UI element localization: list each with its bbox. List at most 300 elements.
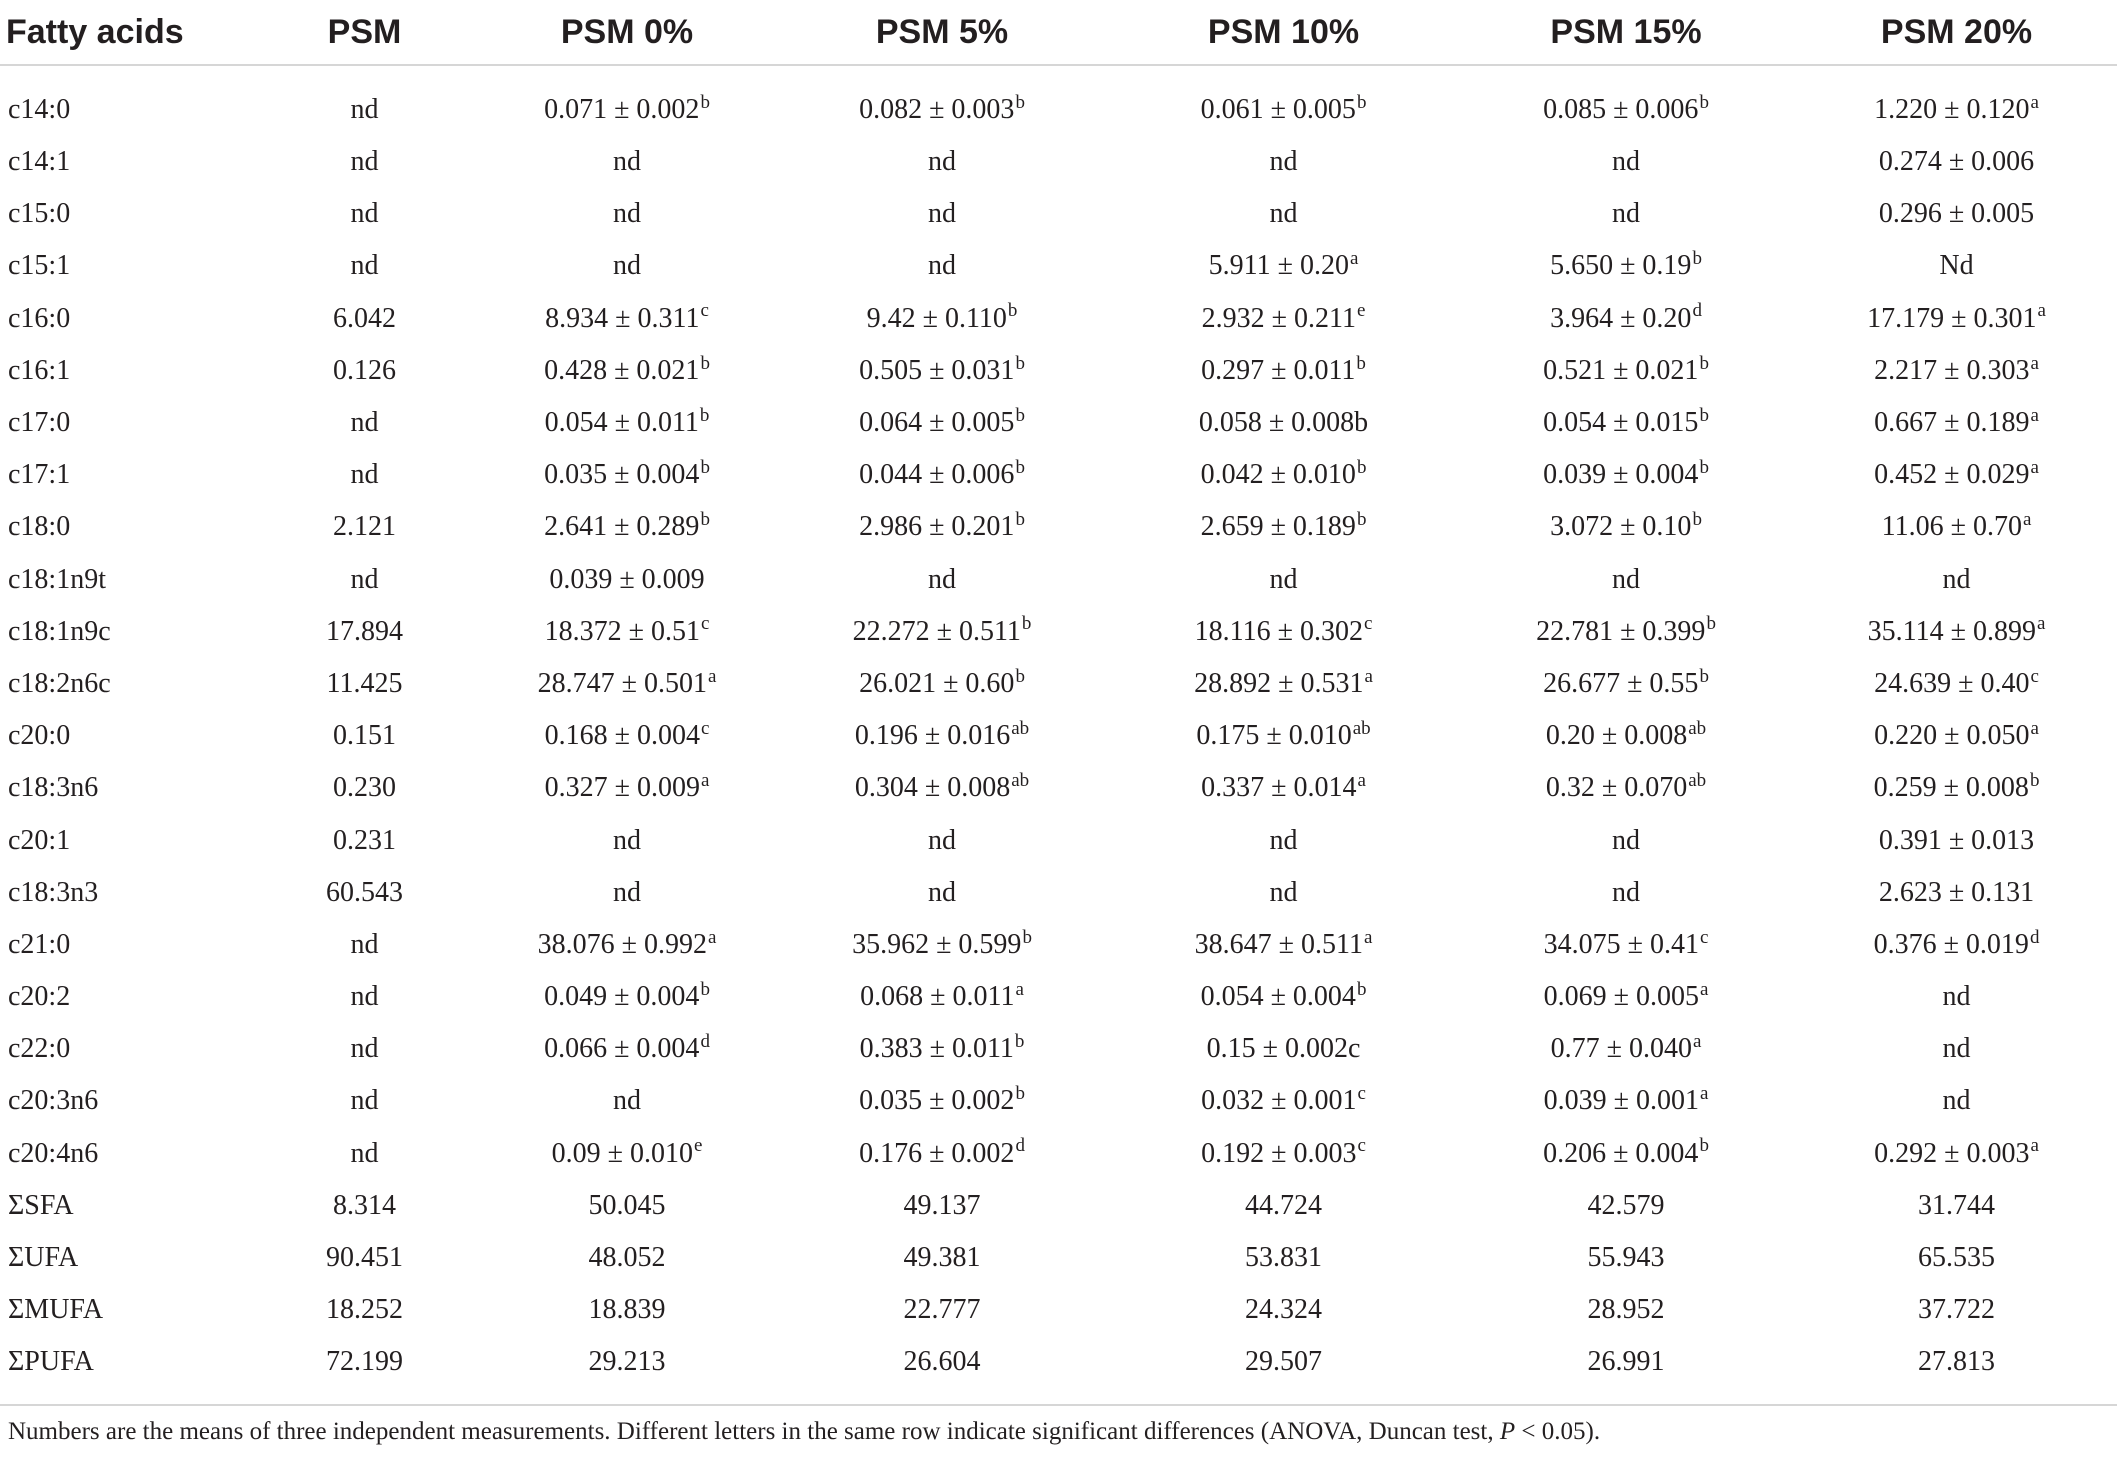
significance-letter: a (2030, 717, 2039, 739)
table-row (0, 971, 2117, 1023)
table-cell (773, 1128, 1111, 1180)
significance-letter: b (1015, 509, 1025, 531)
table-cell (481, 1336, 773, 1388)
table-cell (1796, 919, 2117, 971)
significance-letter: a (1015, 978, 1024, 1000)
significance-letter: a (1699, 1083, 1709, 1105)
cell-value: nd (350, 1033, 379, 1065)
cell-value: 0.297 ± 0.011 (1201, 354, 1356, 386)
table-cell (481, 971, 773, 1023)
table-cell (1456, 814, 1796, 866)
cell-value: 0.296 ± 0.005 (1878, 198, 2035, 230)
table-cell (773, 1336, 1111, 1388)
table-cell (1796, 1232, 2117, 1284)
table-cell (773, 814, 1111, 866)
table-cell (773, 345, 1111, 397)
table-row (0, 1023, 2117, 1075)
table-cell (1111, 1232, 1456, 1284)
cell-value: 35.962 ± 0.599 (852, 928, 1022, 960)
row-label: c15:0 (8, 198, 71, 230)
significance-letter: a (1357, 770, 1366, 792)
significance-letter: b (1015, 352, 1025, 374)
row-label: c20:2 (8, 981, 71, 1013)
significance-letter: a (2036, 613, 2046, 635)
cell-value: 0.032 ± 0.001 (1201, 1085, 1357, 1117)
table-cell (773, 971, 1111, 1023)
table-cell (1111, 188, 1456, 240)
cell-value: 0.327 ± 0.009 (544, 772, 700, 804)
table-cell (1456, 554, 1796, 606)
table-cell (1796, 136, 2117, 188)
table-cell (481, 867, 773, 919)
table-cell (1111, 554, 1456, 606)
significance-letter: b (1706, 613, 1716, 635)
cell-value: 38.647 ± 0.511 (1194, 928, 1363, 960)
table-cell (1456, 188, 1796, 240)
cell-value: 44.724 (1245, 1189, 1322, 1221)
cell-value: 24.324 (1245, 1294, 1322, 1326)
significance-letter: a (2030, 352, 2039, 374)
cell-value: 2.641 ± 0.289 (544, 511, 700, 543)
cell-value: 60.543 (326, 876, 403, 908)
table-cell (1796, 345, 2117, 397)
cell-value: 28.747 ± 0.501 (537, 667, 707, 699)
cell-value: 2.623 ± 0.131 (1878, 876, 2035, 908)
cell-value: 38.076 ± 0.992 (537, 928, 707, 960)
significance-letter: c (1699, 926, 1709, 948)
significance-letter: a (700, 770, 710, 792)
row-label: c20:4n6 (8, 1137, 99, 1169)
table-cell (1456, 136, 1796, 188)
table-row (0, 1284, 2117, 1336)
significance-letter: a (707, 665, 717, 687)
table-cell (248, 293, 481, 345)
cell-value: 8.314 (333, 1189, 396, 1221)
cell-value: 26.021 ± 0.60 (859, 667, 1015, 699)
header-psm-10: PSM 10% (1111, 0, 1456, 65)
cell-value: 24.639 ± 0.40 (1874, 667, 2030, 699)
significance-letter: b (1007, 300, 1018, 322)
cell-value: 0.064 ± 0.005 (859, 407, 1015, 439)
table-cell (1456, 710, 1796, 762)
significance-letter: b (1692, 509, 1702, 531)
significance-letter: a (2037, 300, 2046, 322)
table-cell (1796, 293, 2117, 345)
row-label: ΣUFA (8, 1242, 79, 1274)
cell-value: nd (1612, 563, 1640, 595)
table-cell (773, 1075, 1111, 1127)
table-cell (248, 1336, 481, 1388)
table-cell (773, 658, 1111, 710)
cell-value: nd (1612, 146, 1640, 178)
table-cell (1456, 1128, 1796, 1180)
table-cell (1796, 1336, 2117, 1388)
table-cell (1796, 65, 2117, 136)
significance-letter: b (700, 456, 710, 478)
cell-value: 0.391 ± 0.013 (1878, 824, 2035, 856)
footnote-divider (0, 1404, 2117, 1406)
table-cell (248, 1075, 481, 1127)
table-cell (481, 501, 773, 553)
table-cell (481, 814, 773, 866)
table-cell (1111, 762, 1456, 814)
table-cell (1456, 867, 1796, 919)
table-cell (1111, 293, 1456, 345)
significance-letter: ab (1688, 770, 1707, 792)
table-cell (1796, 658, 2117, 710)
table-cell (1456, 397, 1796, 449)
significance-letter: d (1015, 1135, 1025, 1157)
significance-letter: c (2030, 665, 2039, 687)
table-cell (481, 136, 773, 188)
cell-value: 0.071 ± 0.002 (544, 94, 700, 125)
table-row (0, 65, 2117, 136)
cell-value: 0.259 ± 0.008 (1873, 772, 2029, 804)
table-cell (1111, 1075, 1456, 1127)
cell-value: nd (350, 198, 379, 230)
cell-value: 0.667 ± 0.189 (1874, 407, 2030, 439)
table-cell (1796, 501, 2117, 553)
table-cell (481, 762, 773, 814)
table-cell (773, 293, 1111, 345)
row-label: ΣSFA (8, 1189, 74, 1221)
table-cell (248, 971, 481, 1023)
significance-letter: a (1692, 1030, 1702, 1052)
table-cell (248, 501, 481, 553)
table-cell (773, 1232, 1111, 1284)
significance-letter: b (1014, 1030, 1025, 1052)
significance-letter: b (700, 352, 710, 374)
table-cell (1796, 1284, 2117, 1336)
cell-value: 11.425 (326, 667, 403, 699)
table-cell (1456, 606, 1796, 658)
cell-value: 31.744 (1918, 1189, 1995, 1221)
cell-value: 0.039 ± 0.009 (549, 563, 705, 595)
cell-value: 0.292 ± 0.003 (1874, 1137, 2030, 1169)
cell-value: 0.085 ± 0.006 (1543, 94, 1699, 125)
table-cell (1796, 762, 2117, 814)
cell-value: nd (928, 198, 956, 230)
table-cell (248, 240, 481, 292)
header-psm-5: PSM 5% (773, 0, 1111, 65)
header-psm-20: PSM 20% (1796, 0, 2117, 65)
table-cell (1111, 1023, 1456, 1075)
cell-value: 0.452 ± 0.029 (1874, 459, 2030, 491)
significance-letter: a (2030, 1135, 2039, 1157)
table-cell (248, 814, 481, 866)
cell-value: 0.192 ± 0.003 (1201, 1137, 1357, 1169)
table-cell (773, 919, 1111, 971)
table-cell (1456, 449, 1796, 501)
table-cell (1456, 1336, 1796, 1388)
cell-value: 5.650 ± 0.19 (1550, 250, 1692, 282)
table-cell (248, 1128, 481, 1180)
cell-value: 42.579 (1587, 1189, 1665, 1221)
table-cell (248, 397, 481, 449)
cell-value: 29.507 (1245, 1346, 1322, 1378)
table-cell (1111, 710, 1456, 762)
table-cell (481, 1023, 773, 1075)
significance-letter: b (1015, 404, 1025, 426)
table-row (0, 1336, 2117, 1388)
significance-letter: b (700, 91, 710, 113)
cell-value: nd (928, 250, 956, 282)
cell-value: 18.372 ± 0.51 (544, 615, 700, 647)
table-cell (1796, 1075, 2117, 1127)
significance-letter: c (1363, 613, 1373, 635)
table-cell (1456, 1075, 1796, 1127)
cell-value: nd (1269, 876, 1298, 908)
footnote-text: Numbers are the means of three independent measurements. Different letters in the same row indicate significant differences (ANOVA, Duncan test, (8, 1418, 1500, 1445)
significance-letter: b (1356, 91, 1367, 113)
cell-value: nd (350, 981, 379, 1013)
table-cell (1796, 188, 2117, 240)
row-label: c14:0 (8, 94, 71, 125)
table-cell (481, 65, 773, 136)
cell-value: 0.168 ± 0.004 (544, 720, 700, 752)
cell-value: 65.535 (1918, 1242, 1995, 1274)
row-label: c17:0 (8, 407, 71, 439)
cell-value: 2.121 (333, 511, 396, 543)
cell-value: nd (613, 876, 641, 908)
cell-value: 55.943 (1587, 1242, 1665, 1274)
cell-value: 26.604 (903, 1346, 981, 1378)
header-psm: PSM (248, 0, 481, 65)
table-cell (773, 762, 1111, 814)
significance-letter: a (2030, 91, 2039, 113)
table-row (0, 814, 2117, 866)
row-label: ΣMUFA (8, 1294, 104, 1326)
cell-value: 0.220 ± 0.050 (1874, 720, 2030, 752)
cell-value: 0.066 ± 0.004 (544, 1033, 700, 1065)
cell-value: Nd (1939, 250, 1974, 282)
table-cell (1456, 1180, 1796, 1232)
cell-value: 49.381 (903, 1242, 981, 1274)
cell-value: 2.932 ± 0.211 (1201, 302, 1356, 334)
significance-letter: c (1357, 1135, 1366, 1157)
cell-value: 28.952 (1587, 1294, 1665, 1326)
table-cell (773, 136, 1111, 188)
cell-value: nd (350, 250, 379, 282)
cell-value: 9.42 ± 0.110 (866, 302, 1007, 334)
header-psm-0: PSM 0% (481, 0, 773, 65)
table-cell (248, 867, 481, 919)
table-cell (481, 1128, 773, 1180)
table-cell (1111, 1284, 1456, 1336)
significance-letter: b (1692, 248, 1702, 270)
cell-value: nd (350, 459, 379, 491)
row-label: c14:1 (8, 146, 71, 178)
table-cell (773, 710, 1111, 762)
table-cell (248, 449, 481, 501)
significance-letter: d (2029, 926, 2040, 948)
cell-value: 0.035 ± 0.002 (859, 1085, 1015, 1117)
significance-letter: b (1015, 665, 1025, 687)
cell-value: nd (1942, 1033, 1971, 1065)
cell-value: 0.521 ± 0.021 (1543, 354, 1699, 386)
cell-value: nd (613, 250, 641, 282)
table-cell (1111, 136, 1456, 188)
table-cell (481, 1180, 773, 1232)
table-row (0, 1232, 2117, 1284)
row-label: c16:0 (8, 302, 71, 334)
cell-value: nd (613, 146, 641, 178)
cell-value: 35.114 ± 0.899 (1867, 615, 2036, 647)
table-cell (248, 710, 481, 762)
table-row (0, 240, 2117, 292)
significance-letter: b (1699, 456, 1709, 478)
table-cell (773, 1284, 1111, 1336)
cell-value: nd (613, 198, 641, 230)
cell-value: nd (350, 563, 379, 595)
table-cell (1111, 345, 1456, 397)
cell-value: 29.213 (588, 1346, 666, 1378)
cell-value: 0.039 ± 0.004 (1543, 459, 1699, 491)
table-cell (1111, 65, 1456, 136)
table-cell (1456, 65, 1796, 136)
table-row (0, 1180, 2117, 1232)
table-cell (1111, 867, 1456, 919)
table-cell (1796, 867, 2117, 919)
row-label: c18:0 (8, 511, 71, 543)
table-row (0, 397, 2117, 449)
cell-value: 3.964 ± 0.20 (1550, 302, 1692, 334)
row-label: c18:1n9t (8, 563, 106, 595)
table-row (0, 345, 2117, 397)
cell-value: 48.052 (588, 1242, 666, 1274)
table-cell (773, 449, 1111, 501)
table-cell (1456, 293, 1796, 345)
table-row (0, 136, 2117, 188)
table-cell (481, 397, 773, 449)
cell-value: nd (928, 876, 956, 908)
table-cell (1796, 971, 2117, 1023)
table-cell (248, 1232, 481, 1284)
significance-letter: a (1699, 978, 1709, 1000)
significance-letter: b (699, 404, 710, 426)
table-cell (773, 188, 1111, 240)
cell-value: 2.217 ± 0.303 (1874, 354, 2030, 386)
cell-value: 0.15 ± 0.002c (1206, 1033, 1361, 1065)
table-row (0, 1128, 2117, 1180)
table-cell (1456, 240, 1796, 292)
significance-letter: c (1357, 1083, 1366, 1105)
cell-value: 22.272 ± 0.511 (852, 615, 1021, 647)
table-cell (1111, 1180, 1456, 1232)
cell-value: 0.058 ± 0.008b (1198, 407, 1369, 439)
cell-value: 50.045 (588, 1189, 666, 1221)
table-cell (1796, 554, 2117, 606)
significance-letter: d (1692, 300, 1702, 322)
table-cell (481, 919, 773, 971)
significance-letter: b (1699, 1135, 1709, 1157)
table-footnote (8, 1418, 1600, 1446)
significance-letter: b (1356, 352, 1366, 374)
table-cell (248, 606, 481, 658)
table-cell (773, 1180, 1111, 1232)
table-cell (773, 1023, 1111, 1075)
significance-letter: ab (1011, 717, 1030, 739)
cell-value: 11.06 ± 0.70 (1881, 511, 2022, 543)
cell-value: 26.677 ± 0.55 (1543, 667, 1699, 699)
table-row (0, 867, 2117, 919)
table-cell (1456, 345, 1796, 397)
table-cell (1796, 449, 2117, 501)
header-row (0, 0, 2117, 65)
cell-value: 0.274 ± 0.006 (1878, 146, 2035, 178)
significance-letter: b (1699, 404, 1709, 426)
table-cell (1111, 397, 1456, 449)
table-cell (248, 1023, 481, 1075)
significance-letter: a (1364, 665, 1373, 687)
table-cell (1111, 501, 1456, 553)
table-cell (1456, 762, 1796, 814)
row-label: c20:3n6 (8, 1085, 99, 1117)
significance-letter: c (700, 717, 710, 739)
cell-value: nd (350, 146, 379, 178)
significance-letter: a (1363, 926, 1373, 948)
cell-value: 53.831 (1245, 1242, 1322, 1274)
cell-value: 0.068 ± 0.011 (860, 981, 1015, 1013)
table-row (0, 606, 2117, 658)
cell-value: nd (928, 824, 956, 856)
row-label: c18:1n9c (8, 615, 111, 647)
cell-value: 0.042 ± 0.010 (1200, 459, 1356, 491)
table-cell (1456, 501, 1796, 553)
cell-value: 8.934 ± 0.311 (545, 302, 700, 334)
cell-value: 0.061 ± 0.005 (1200, 94, 1356, 125)
cell-value: nd (613, 1085, 641, 1117)
cell-value: 0.196 ± 0.016 (854, 720, 1011, 752)
table-row (0, 762, 2117, 814)
cell-value: nd (350, 1085, 379, 1117)
table-cell (481, 710, 773, 762)
cell-value: 0.082 ± 0.003 (859, 94, 1015, 125)
significance-letter: a (707, 926, 717, 948)
cell-value: 0.304 ± 0.008 (854, 772, 1011, 804)
table-cell (481, 658, 773, 710)
table-cell (481, 345, 773, 397)
row-label: c18:3n6 (8, 772, 99, 804)
cell-value: 2.659 ± 0.189 (1200, 511, 1356, 543)
cell-value: 0.230 (333, 772, 396, 804)
table-cell (481, 293, 773, 345)
significance-letter: b (1699, 352, 1709, 374)
cell-value: 1.220 ± 0.120 (1874, 94, 2030, 125)
significance-letter: a (1349, 248, 1359, 270)
cell-value: nd (350, 1137, 379, 1169)
cell-value: 18.839 (588, 1294, 666, 1326)
table-cell (1111, 606, 1456, 658)
cell-value: nd (1269, 146, 1298, 178)
table-body (0, 65, 2117, 1389)
cell-value: nd (350, 407, 379, 439)
cell-value: nd (1612, 876, 1640, 908)
table-cell (773, 606, 1111, 658)
significance-letter: a (2022, 509, 2032, 531)
table-cell (248, 65, 481, 136)
significance-letter: b (1022, 926, 1032, 948)
table-cell (1796, 1023, 2117, 1075)
significance-letter: a (2030, 456, 2039, 478)
table-cell (1796, 606, 2117, 658)
cell-value: 22.781 ± 0.399 (1536, 615, 1706, 647)
row-label: c18:3n3 (8, 876, 99, 908)
table-cell (773, 65, 1111, 136)
cell-value: 0.126 (333, 354, 396, 386)
cell-value: 0.20 ± 0.008 (1545, 720, 1688, 752)
significance-letter: b (1015, 91, 1025, 113)
